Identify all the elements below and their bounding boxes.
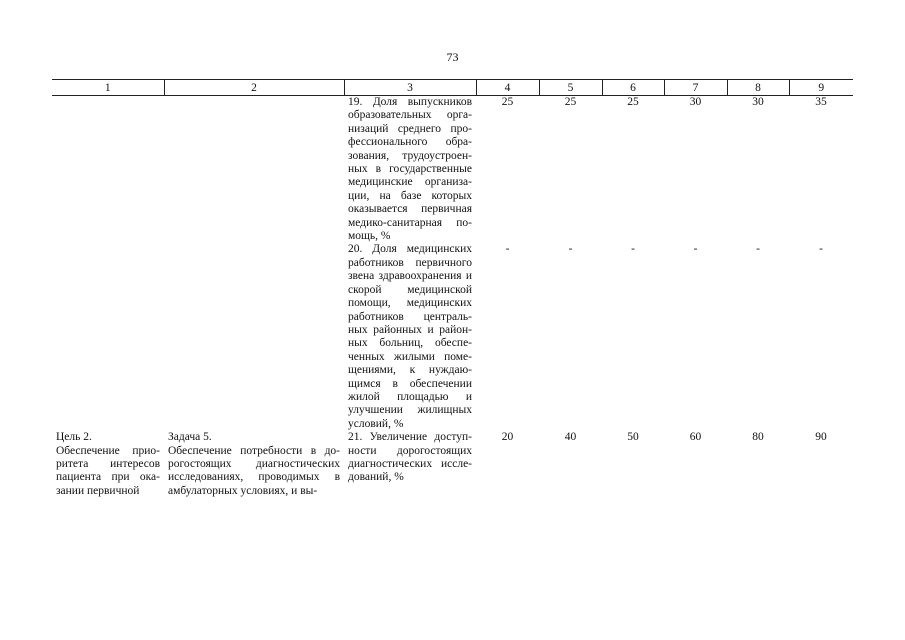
goal-title: Цель 2. <box>56 431 92 444</box>
value-cell: 30 <box>689 96 702 108</box>
value-cell: - <box>505 243 510 256</box>
column-header: 7 <box>664 80 727 96</box>
goal-text: Обеспечение прио-ритета интересов пациента при ока-зании первичной <box>56 444 160 497</box>
goal-cell <box>52 431 164 498</box>
indicator-cell: 20. Доля медицинских работников первичного звена здравоохранения и скорой медицинской помощи, медицинских работников централь-ных районных и район-ных больниц, обеспе-ченных жилыми поме-щениями, к нуждаю-щимся в обеспечении жилой площадью и улучшении жилищных условий, % <box>348 243 472 430</box>
goal-cell <box>52 243 164 431</box>
value-cell: 25 <box>564 96 577 108</box>
value-cell: - <box>631 243 635 256</box>
value-cell: 80 <box>752 431 764 444</box>
task-text: Обеспечение потребности в до-рогостоящих диагностических исследованиях, проводимых в амбулаторных условиях, и вы- <box>168 444 340 497</box>
indicator-cell: 19. Доля выпускников образовательных орга-низаций среднего про-фессионального обра-зования, трудоустроен-ных в государственные медицинские организа-ции, на базе которых оказывается первичная медико-санитарная по-мощь, % <box>348 96 472 243</box>
value-cell: 25 <box>501 96 514 108</box>
value-cell: 40 <box>564 431 577 444</box>
column-header: 9 <box>789 80 853 96</box>
column-header: 2 <box>164 80 344 96</box>
value-cell: 50 <box>627 431 639 444</box>
value-cell: 20 <box>501 431 514 444</box>
value-cell: - <box>819 243 823 256</box>
value-cell: 25 <box>627 96 639 108</box>
page-number: 73 <box>446 50 459 64</box>
value-cell: 30 <box>752 96 764 108</box>
value-cell: 35 <box>815 96 827 108</box>
table-row <box>52 243 853 431</box>
value-cell: - <box>568 243 573 256</box>
task-title: Задача 5. <box>168 431 212 444</box>
indicator-cell: 21. Увеличение доступ-ности дорогостоящих диагностических иссле-дований, % <box>348 431 472 484</box>
value-cell: - <box>693 243 698 256</box>
task-cell <box>164 243 344 431</box>
column-header: 3 <box>344 80 476 96</box>
table-row <box>52 96 853 244</box>
column-header: 8 <box>727 80 789 96</box>
column-header: 1 <box>52 80 164 96</box>
task-cell <box>164 431 344 498</box>
column-header: 6 <box>602 80 664 96</box>
column-header: 4 <box>476 80 539 96</box>
table-row <box>52 431 853 498</box>
header-row <box>52 80 853 96</box>
value-cell: 90 <box>815 431 827 444</box>
indicators-table <box>52 79 853 498</box>
column-header: 5 <box>539 80 602 96</box>
task-cell <box>164 96 344 244</box>
value-cell: 60 <box>689 431 702 444</box>
goal-cell <box>52 96 164 244</box>
value-cell: - <box>756 243 760 256</box>
